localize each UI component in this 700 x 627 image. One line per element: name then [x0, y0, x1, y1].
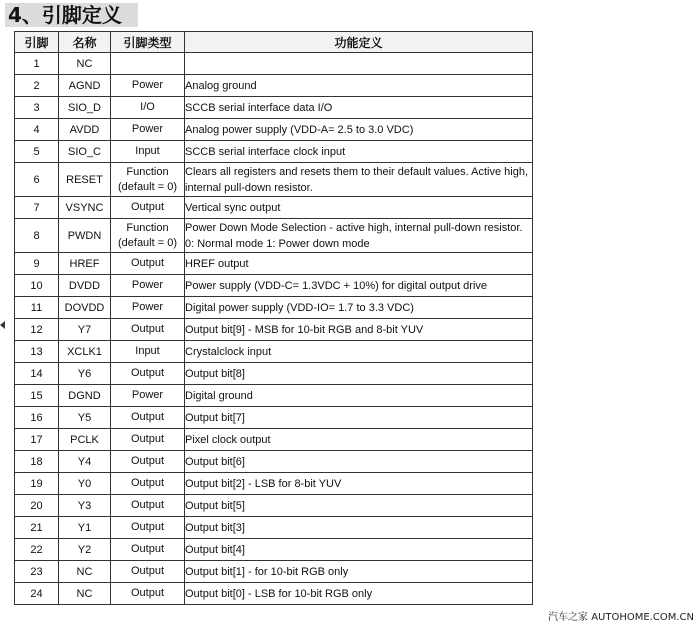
pin-number-cell: 13 — [15, 341, 59, 363]
pin-type-cell: Power — [111, 119, 185, 141]
pin-type-cell: Output — [111, 495, 185, 517]
table-row — [15, 385, 533, 407]
pin-definition-table — [14, 31, 533, 605]
pin-desc-cell: Output bit[9] - MSB for 10-bit RGB and 8-bit YUV — [185, 319, 533, 341]
pin-desc-cell: Output bit[2] - LSB for 8-bit YUV — [185, 473, 533, 495]
table-row — [15, 539, 533, 561]
table-row — [15, 219, 533, 253]
table-row — [15, 407, 533, 429]
table-row — [15, 473, 533, 495]
pin-desc-cell: Output bit[4] — [185, 539, 533, 561]
pin-number-cell: 10 — [15, 275, 59, 297]
pin-desc-cell: Output bit[6] — [185, 451, 533, 473]
pin-number-cell: 20 — [15, 495, 59, 517]
pin-name-cell: NC — [59, 561, 111, 583]
table-row — [15, 75, 533, 97]
pin-desc-cell: Output bit[7] — [185, 407, 533, 429]
table-row — [15, 141, 533, 163]
pin-name-cell: PWDN — [59, 219, 111, 253]
pin-name-cell: RESET — [59, 163, 111, 197]
pin-name-cell: AGND — [59, 75, 111, 97]
pin-number-cell: 23 — [15, 561, 59, 583]
pin-type-cell: Power — [111, 75, 185, 97]
pin-type-cell: Function (default = 0) — [111, 219, 185, 253]
pin-number-cell: 8 — [15, 219, 59, 253]
table-row — [15, 197, 533, 219]
pin-number-cell: 2 — [15, 75, 59, 97]
pin-number-cell: 16 — [15, 407, 59, 429]
pin-desc-cell: Vertical sync output — [185, 197, 533, 219]
pin-name-cell: Y0 — [59, 473, 111, 495]
pin-number-cell: 15 — [15, 385, 59, 407]
pin-name-cell: DVDD — [59, 275, 111, 297]
pin-type-cell: Power — [111, 385, 185, 407]
pin-type-cell: Output — [111, 363, 185, 385]
pin-name-cell: AVDD — [59, 119, 111, 141]
table-row — [15, 341, 533, 363]
pin-number-cell: 18 — [15, 451, 59, 473]
pin-desc-cell: HREF output — [185, 253, 533, 275]
pin-type-cell: Output — [111, 319, 185, 341]
table-row — [15, 561, 533, 583]
table-row — [15, 163, 533, 197]
pin-type-cell: Function (default = 0) — [111, 163, 185, 197]
pin-name-cell: NC — [59, 53, 111, 75]
pin-name-cell: Y2 — [59, 539, 111, 561]
pin-name-cell: Y5 — [59, 407, 111, 429]
pin-number-cell: 4 — [15, 119, 59, 141]
pin-name-cell: Y7 — [59, 319, 111, 341]
pin-type-cell — [111, 53, 185, 75]
pin-name-cell: Y3 — [59, 495, 111, 517]
pin-type-cell: Output — [111, 407, 185, 429]
pin-type-cell: Output — [111, 539, 185, 561]
pin-name-cell: VSYNC — [59, 197, 111, 219]
pin-type-cell: Input — [111, 141, 185, 163]
header-type: 引脚类型 — [111, 32, 185, 53]
pin-number-cell: 21 — [15, 517, 59, 539]
table-row — [15, 583, 533, 605]
pin-number-cell: 11 — [15, 297, 59, 319]
pin-number-cell: 5 — [15, 141, 59, 163]
pin-desc-cell — [185, 53, 533, 75]
pin-type-cell: Output — [111, 451, 185, 473]
table-row — [15, 429, 533, 451]
pin-name-cell: SIO_C — [59, 141, 111, 163]
pin-desc-cell: Power supply (VDD-C= 1.3VDC + 10%) for digital output drive — [185, 275, 533, 297]
pin-number-cell: 9 — [15, 253, 59, 275]
table-row — [15, 119, 533, 141]
table-row — [15, 275, 533, 297]
pin-desc-cell: Power Down Mode Selection - active high, internal pull-down resistor. 0: Normal mode 1: Power down mode — [185, 219, 533, 253]
header-name: 名称 — [59, 32, 111, 53]
pin-number-cell: 3 — [15, 97, 59, 119]
pin-desc-cell: SCCB serial interface data I/O — [185, 97, 533, 119]
pin-number-cell: 22 — [15, 539, 59, 561]
table-row — [15, 97, 533, 119]
pin-name-cell: DGND — [59, 385, 111, 407]
watermark-footer: 汽车之家 AUTOHOME.COM.CN — [548, 612, 694, 623]
pin-type-cell: I/O — [111, 97, 185, 119]
pin-desc-cell: Digital power supply (VDD-IO= 1.7 to 3.3 VDC) — [185, 297, 533, 319]
pin-desc-cell: Digital ground — [185, 385, 533, 407]
left-arrow-icon[interactable] — [0, 321, 5, 329]
pin-type-cell: Output — [111, 429, 185, 451]
pin-number-cell: 12 — [15, 319, 59, 341]
pin-number-cell: 24 — [15, 583, 59, 605]
pin-desc-cell: Crystalclock input — [185, 341, 533, 363]
pin-type-cell: Output — [111, 583, 185, 605]
pin-number-cell: 7 — [15, 197, 59, 219]
pin-name-cell: Y6 — [59, 363, 111, 385]
pin-number-cell: 19 — [15, 473, 59, 495]
pin-type-cell: Power — [111, 297, 185, 319]
table-row — [15, 253, 533, 275]
pin-desc-cell: Pixel clock output — [185, 429, 533, 451]
pin-desc-cell: Output bit[8] — [185, 363, 533, 385]
pin-type-cell: Output — [111, 517, 185, 539]
pin-desc-cell: SCCB serial interface clock input — [185, 141, 533, 163]
pin-desc-cell: Output bit[5] — [185, 495, 533, 517]
table-row — [15, 297, 533, 319]
pin-desc-cell: Analog power supply (VDD-A= 2.5 to 3.0 VDC) — [185, 119, 533, 141]
pin-desc-cell: Output bit[3] — [185, 517, 533, 539]
table-row — [15, 451, 533, 473]
pin-number-cell: 1 — [15, 53, 59, 75]
pin-name-cell: DOVDD — [59, 297, 111, 319]
header-desc: 功能定义 — [185, 32, 533, 53]
pin-name-cell: PCLK — [59, 429, 111, 451]
pin-number-cell: 17 — [15, 429, 59, 451]
section-title: 4、引脚定义 — [5, 3, 138, 27]
pin-type-cell: Power — [111, 275, 185, 297]
pin-desc-cell: Output bit[1] - for 10-bit RGB only — [185, 561, 533, 583]
table-row — [15, 53, 533, 75]
pin-type-cell: Output — [111, 561, 185, 583]
pin-name-cell: Y4 — [59, 451, 111, 473]
pin-type-cell: Output — [111, 197, 185, 219]
pin-number-cell: 14 — [15, 363, 59, 385]
pin-desc-cell: Clears all registers and resets them to their default values. Active high, internal pull-down resistor. — [185, 163, 533, 197]
table-header-row — [15, 32, 533, 53]
pin-name-cell: XCLK1 — [59, 341, 111, 363]
pin-name-cell: Y1 — [59, 517, 111, 539]
pin-type-cell: Output — [111, 253, 185, 275]
pin-number-cell: 6 — [15, 163, 59, 197]
table-row — [15, 495, 533, 517]
pin-name-cell: HREF — [59, 253, 111, 275]
table-row — [15, 517, 533, 539]
pin-type-cell: Output — [111, 473, 185, 495]
pin-desc-cell: Output bit[0] - LSB for 10-bit RGB only — [185, 583, 533, 605]
pin-desc-cell: Analog ground — [185, 75, 533, 97]
pin-name-cell: NC — [59, 583, 111, 605]
table-row — [15, 363, 533, 385]
header-pin: 引脚 — [15, 32, 59, 53]
pin-type-cell: Input — [111, 341, 185, 363]
pin-name-cell: SIO_D — [59, 97, 111, 119]
table-row — [15, 319, 533, 341]
